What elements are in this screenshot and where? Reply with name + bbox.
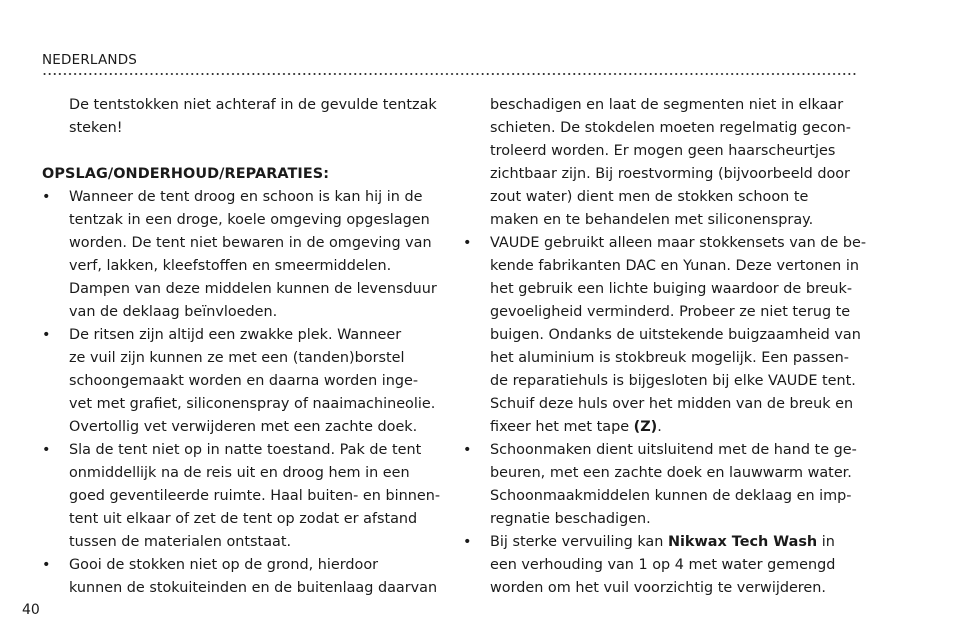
text-line: Wanneer de tent droog en schoon is kan hij in de: [69, 189, 423, 205]
text-line: gevoeligheid verminderd. Probeer ze niet terug te: [490, 304, 851, 320]
continued-paragraph: [463, 94, 863, 232]
text-line: regnatie beschadigen.: [490, 511, 651, 527]
text-fragment: fixeer het met tape: [490, 419, 634, 435]
text-fragment: .: [657, 419, 662, 435]
text-line: Schuif deze huls over het midden van de breuk en: [490, 396, 854, 412]
text-line: Sla de tent niet op in natte toestand. Pak de tent: [69, 442, 422, 458]
list-item: [42, 324, 442, 439]
text-line: het aluminium is stokbreuk mogelijk. Een passen-: [490, 350, 849, 366]
text-line: Schoonmaakmiddelen kunnen de deklaag en imp-: [490, 488, 852, 504]
text-line: beschadigen en laat de segmenten niet in elkaar: [490, 97, 844, 113]
figure-reference: (Z): [633, 419, 658, 435]
intro-paragraph: [42, 94, 442, 140]
text-line: worden. De tent niet bewaren in de omgeving van: [69, 235, 432, 251]
text-line: maken en te behandelen met siliconenspray.: [490, 212, 814, 228]
text-line: VAUDE gebruikt alleen maar stokkensets van de be-: [490, 235, 867, 251]
text-line: het gebruik een lichte buiging waardoor de breuk-: [490, 281, 853, 297]
text-fragment: in: [817, 534, 835, 550]
text-line: [490, 531, 863, 554]
text-line: schoongemaakt worden en daarna worden inge-: [69, 373, 419, 389]
text-line: tent uit elkaar of zet de tent op zodat er afstand: [69, 511, 418, 527]
text-line: Overtollig vet verwijderen met een zachte doek.: [69, 419, 418, 435]
section-language-label: NEDERLANDS: [42, 52, 138, 68]
text-line: De tentstokken niet achteraf in de gevulde tentzak: [69, 97, 437, 113]
text-line: [490, 416, 863, 439]
text-line: Dampen van deze middelen kunnen de levensduur: [69, 281, 437, 297]
bullet-icon: [42, 324, 54, 347]
list-item: [42, 554, 442, 600]
list-item: [463, 531, 863, 600]
list-item: [463, 439, 863, 531]
text-line: Schoonmaken dient uitsluitend met de hand te ge-: [490, 442, 857, 458]
bullet-icon: [42, 554, 54, 577]
page-number: 40: [22, 602, 40, 618]
text-line: buigen. Ondanks de uitstekende buigzaamheid van: [490, 327, 861, 343]
text-line: van de deklaag beïnvloeden.: [69, 304, 278, 320]
list-item: [42, 186, 442, 324]
product-name: Nikwax Tech Wash: [667, 534, 818, 550]
text-line: zout water) dient men de stokken schoon te: [490, 189, 809, 205]
text-line: ze vuil zijn kunnen ze met een (tanden)borstel: [69, 350, 405, 366]
list-item: [42, 439, 442, 554]
left-column: [42, 94, 442, 600]
text-line: kende fabrikanten DAC en Yunan. Deze vertonen in: [490, 258, 859, 274]
text-line: de reparatiehuls is bijgesloten bij elke VAUDE tent.: [490, 373, 856, 389]
bullet-icon: [42, 186, 54, 209]
text-line: beuren, met een zachte doek en lauwwarm water.: [490, 465, 852, 481]
text-line: verf, lakken, kleefstoffen en smeermiddelen.: [69, 258, 392, 274]
dotted-divider: [42, 72, 858, 76]
text-line: Gooi de stokken niet op de grond, hierdoor: [69, 557, 379, 573]
text-line: vet met grafiet, siliconenspray of naaimachineolie.: [69, 396, 436, 412]
text-line: steken!: [69, 120, 123, 136]
text-line: kunnen de stokuiteinden en de buitenlaag daarvan: [69, 580, 438, 596]
text-line: schieten. De stokdelen moeten regelmatig gecon-: [490, 120, 851, 136]
text-line: De ritsen zijn altijd een zwakke plek. Wanneer: [69, 327, 402, 343]
bullet-icon: [463, 531, 475, 554]
text-line: worden om het vuil voorzichtig te verwijderen.: [490, 580, 826, 596]
bullet-icon: [42, 439, 54, 462]
section-heading: OPSLAG/ONDERHOUD/REPARATIES:: [42, 166, 330, 182]
bullet-icon: [463, 232, 475, 255]
text-line: tussen de materialen ontstaat.: [69, 534, 292, 550]
text-line: goed geventileerde ruimte. Haal buiten- en binnen-: [69, 488, 441, 504]
text-line: zichtbaar zijn. Bij roestvorming (bijvoorbeeld door: [490, 166, 850, 182]
list-item: [463, 232, 867, 439]
text-line: troleerd worden. Er mogen geen haarscheurtjes: [490, 143, 836, 159]
text-fragment: Bij sterke vervuiling kan: [490, 534, 668, 550]
text-line: onmiddellijk na de reis uit en droog hem in een: [69, 465, 410, 481]
text-line: tentzak in een droge, koele omgeving opgeslagen: [69, 212, 430, 228]
right-column: [463, 94, 867, 600]
text-line: een verhouding van 1 op 4 met water gemengd: [490, 557, 836, 573]
bullet-icon: [463, 439, 475, 462]
